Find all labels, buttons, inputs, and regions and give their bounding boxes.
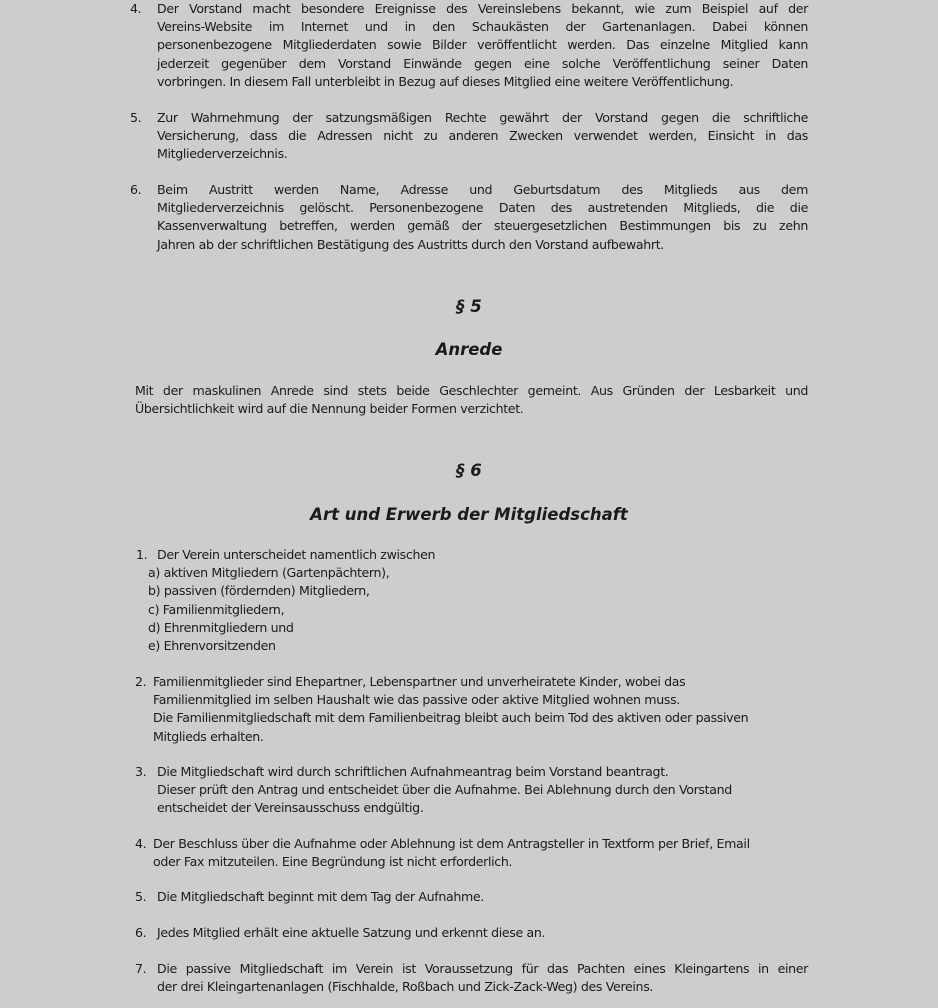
text-line: Mitgliederverzeichnis gelöscht. Personenbezogene Daten des austretenden Mitglieds, die die xyxy=(157,200,808,216)
text-line: Der Verein unterscheidet namentlich zwischen xyxy=(157,547,436,562)
item-number: 4. xyxy=(135,836,147,851)
item-text xyxy=(157,763,732,818)
item-number: 5. xyxy=(135,889,147,904)
item-number: 6. xyxy=(135,925,147,940)
text-line: Kassenverwaltung betreffen, werden gemäß der steuergesetzlichen Bestimmungen bis zu zehn xyxy=(157,218,808,234)
text-line: Jedes Mitglied erhält eine aktuelle Satzung und erkennt diese an. xyxy=(157,925,546,940)
text-line: Vereins-Website im Internet und in den Schaukästen der Gartenanlagen. Dabei können xyxy=(157,19,808,35)
text-line: Der Beschluss über die Aufnahme oder Ablehnung ist dem Antragsteller in Textform per Brief, Email xyxy=(153,836,750,851)
item-text xyxy=(157,0,808,91)
text-line: Die passive Mitgliedschaft im Verein ist Voraussetzung für das Pachten eines Kleingartens in einer xyxy=(157,961,808,976)
text-line: oder Fax mitzuteilen. Eine Begründung ist nicht erforderlich. xyxy=(153,854,513,870)
text-line: d) Ehrenmitgliedern und xyxy=(148,619,294,635)
text-line: Zur Wahrnehmung der satzungsmäßigen Rechte gewährt der Vorstand gegen die schriftliche xyxy=(157,110,808,125)
sub-list xyxy=(148,564,389,655)
text-line: entscheidet der Vereinsausschuss endgültig. xyxy=(157,800,424,816)
item-number: 5. xyxy=(130,110,142,125)
item-text xyxy=(157,888,484,906)
text-line: Versicherung, dass die Adressen nicht zu anderen Zwecken verwendet werden, Einsicht in das xyxy=(157,128,808,144)
text-line: a) aktiven Mitgliedern (Gartenpächtern), xyxy=(148,565,390,581)
section-number: § 6 xyxy=(456,461,482,480)
item-text xyxy=(157,960,808,996)
section-title: Art und Erwerb der Mitgliedschaft xyxy=(310,505,628,524)
item-number: 2. xyxy=(135,674,147,689)
text-line: Familienmitglied im selben Haushalt wie das passive oder aktive Mitglied wohnen muss. xyxy=(153,692,680,708)
section-title: Anrede xyxy=(435,340,503,359)
text-line: personenbezogene Mitgliederdaten sowie Bilder veröffentlicht werden. Das einzelne Mitglied kann xyxy=(157,37,808,53)
item-number: 1. xyxy=(136,547,148,562)
text-line: Mitgliederverzeichnis. xyxy=(157,146,288,162)
text-line: vorbringen. In diesem Fall unterbleibt in Bezug auf dieses Mitglied eine weitere Veröffentlichung. xyxy=(157,73,734,89)
text-line: e) Ehrenvorsitzenden xyxy=(148,638,276,653)
text-line: Jahren ab der schriftlichen Bestätigung des Austritts durch den Vorstand aufbewahrt. xyxy=(157,236,664,252)
text-line: Mitglieds erhalten. xyxy=(153,728,264,744)
item-text xyxy=(157,181,808,254)
item-text xyxy=(157,546,435,564)
text-line: Dieser prüft den Antrag und entscheidet über die Aufnahme. Bei Ablehnung durch den Vorstand xyxy=(157,782,732,798)
item-text xyxy=(153,673,748,746)
text-line: Die Mitgliedschaft wird durch schriftlichen Aufnahmeantrag beim Vorstand beantragt. xyxy=(157,764,669,779)
text-line: Der Vorstand macht besondere Ereignisse des Vereinslebens bekannt, wie zum Beispiel auf der xyxy=(157,1,808,16)
item-number: 3. xyxy=(135,764,147,779)
item-text xyxy=(157,924,545,942)
text-line: der drei Kleingartenanlagen (Fischhalde, Roßbach und Zick-Zack-Weg) des Vereins. xyxy=(157,979,654,995)
text-line: Übersichtlichkeit wird auf die Nennung beider Formen verzichtet. xyxy=(135,401,524,417)
paragraph-text xyxy=(135,382,808,418)
text-line: Die Mitgliedschaft beginnt mit dem Tag der Aufnahme. xyxy=(157,889,484,904)
text-line: jederzeit gegenüber dem Vorstand Einwände gegen eine solche Veröffentlichung seiner Daten xyxy=(157,55,808,71)
text-line: Die Familienmitgliedschaft mit dem Familienbeitrag bleibt auch beim Tod des aktiven oder passiven xyxy=(153,710,749,726)
item-number: 4. xyxy=(130,1,142,16)
item-number: 6. xyxy=(130,182,142,197)
item-text xyxy=(157,109,808,164)
text-line: Familienmitglieder sind Ehepartner, Lebenspartner und unverheiratete Kinder, wobei das xyxy=(153,674,686,689)
item-number: 7. xyxy=(135,961,147,976)
text-line: Mit der maskulinen Anrede sind stets beide Geschlechter gemeint. Aus Gründen der Lesbarkeit und xyxy=(135,383,808,398)
text-line: b) passiven (fördernden) Mitgliedern, xyxy=(148,583,370,599)
section-number: § 5 xyxy=(456,297,482,316)
text-line: c) Familienmitgliedern, xyxy=(148,601,285,617)
item-text xyxy=(153,835,750,871)
text-line: Beim Austritt werden Name, Adresse und Geburtsdatum des Mitglieds aus dem xyxy=(157,182,808,197)
